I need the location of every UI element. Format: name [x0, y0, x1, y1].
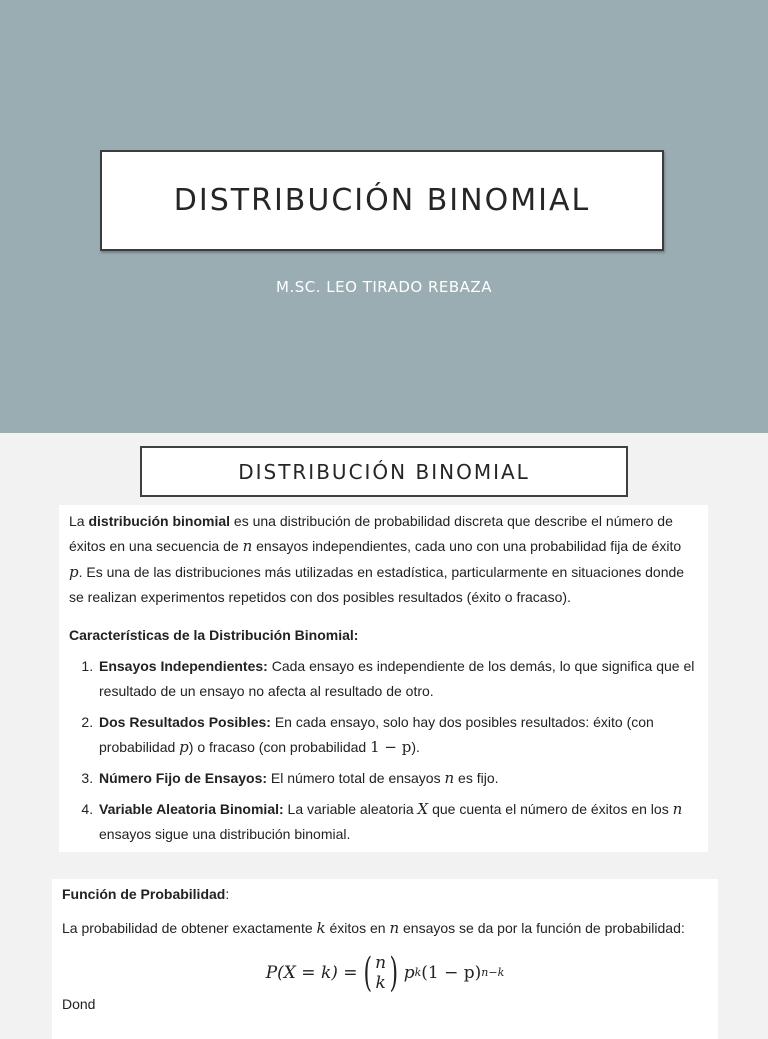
intro-paragraph: La distribución binomial es una distribución de probabilidad discreta que describe el número de éxitos en una secuencia de n ensayos independientes, cada uno con una probabilidad fija de éxito p. Es una de las distribuciones más utilizadas en estadística, particularmente en situaciones donde se realizan experimentos repetidos con dos posibles resultados (éxito o fracaso). — [69, 513, 685, 605]
binomial-coefficient: ( n k ) — [363, 950, 399, 996]
list-item: 1. Ensayos Independientes: Cada ensayo es independiente de los demás, lo que significa que el resultado de un ensayo no afecta al resultado de otro. — [97, 654, 698, 704]
probability-intro: La probabilidad de obtener exactamente k éxitos en n ensayos se da por la función de probabilidad: — [62, 919, 685, 937]
characteristics-list — [69, 654, 698, 847]
characteristics-heading: Características de la Distribución Binomial: — [69, 627, 359, 644]
probability-heading: Función de Probabilidad: — [62, 886, 230, 902]
list-item: 4. Variable Aleatoria Binomial: La variable aleatoria X que cuenta el número de éxitos en los n ensayos sigue una distribución binomial. — [97, 797, 698, 847]
intro-bold-term: distribución binomial — [88, 513, 231, 529]
slide-subtitle: M.SC. LEO TIRADO REBAZA — [276, 278, 492, 296]
definition-panel — [59, 505, 708, 852]
section-header-box — [140, 446, 628, 497]
list-item: 2. Dos Resultados Posibles: En cada ensayo, solo hay dos posibles resultados: éxito (con probabilidad p) o fracaso (con probabilidad 1 − p). — [97, 710, 698, 760]
title-box — [100, 150, 664, 251]
var-n: n — [242, 537, 253, 556]
var-p: p — [69, 562, 79, 581]
list-item: 3. Número Fijo de Ensayos: El número total de ensayos n es fijo. — [97, 766, 698, 791]
slide-title: DISTRIBUCIÓN BINOMIAL — [173, 183, 591, 218]
title-slide — [0, 0, 768, 433]
truncated-text: Dond — [62, 996, 96, 1012]
binomial-formula: P(X = k) = ( n k ) p k (1 − p) n−k — [265, 950, 505, 996]
section-header: DISTRIBUCIÓN BINOMIAL — [238, 459, 530, 484]
probability-panel — [52, 879, 718, 1039]
